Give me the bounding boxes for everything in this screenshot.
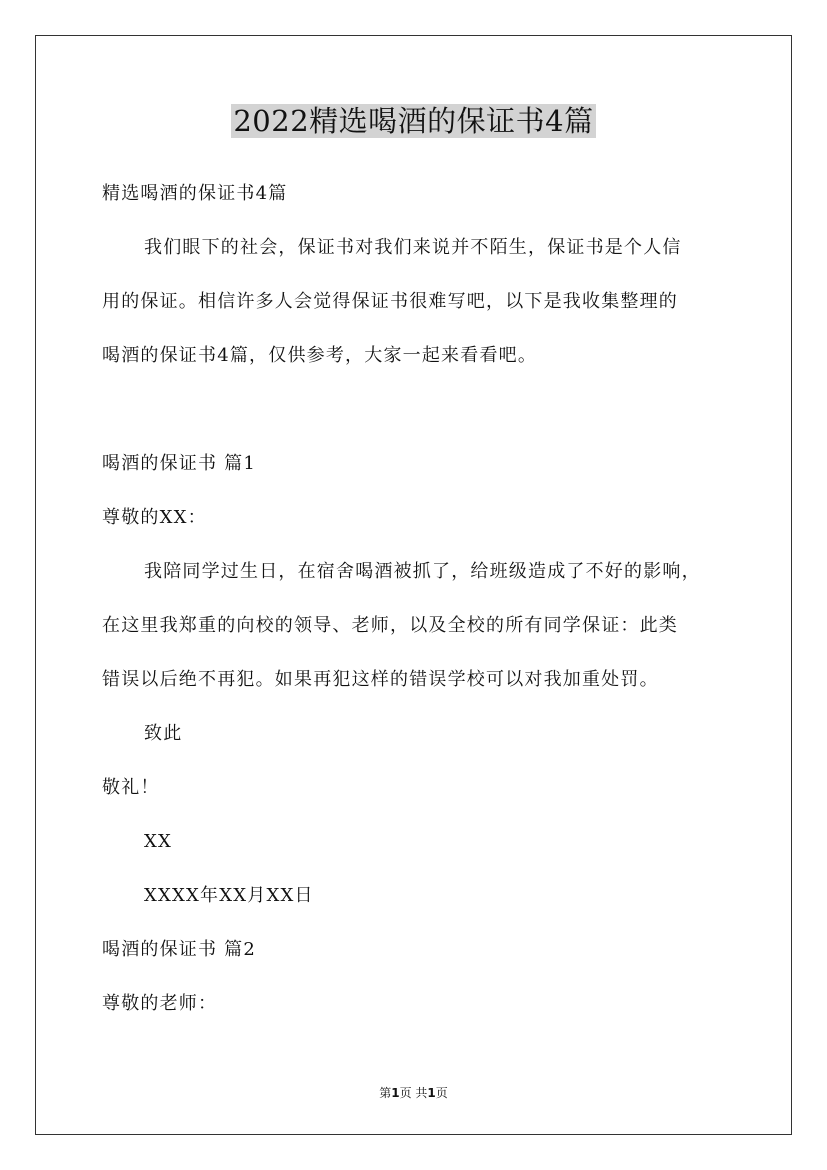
footer-page-mid: 页 共 <box>399 1086 428 1100</box>
intro-line-1: 我们眼下的社会，保证书对我们来说并不陌生，保证书是个人信 <box>144 237 682 258</box>
intro-line-2: 用的保证。相信许多人会觉得保证书很难写吧，以下是我收集整理的 <box>102 291 678 312</box>
section1-body-line-3: 错误以后绝不再犯。如果再犯这样的错误学校可以对我加重处罚。 <box>102 669 659 690</box>
page-footer <box>0 1084 827 1101</box>
section1-heading: 喝酒的保证书 篇1 <box>102 453 256 474</box>
section1-body-line-2: 在这里我郑重的向校的领导、老师，以及全校的所有同学保证：此类 <box>102 615 678 636</box>
subtitle: 精选喝酒的保证书4篇 <box>102 183 288 204</box>
section2-heading: 喝酒的保证书 篇2 <box>102 939 256 960</box>
footer-page-number: 1 <box>391 1086 400 1100</box>
section1-body-line-1: 我陪同学过生日，在宿舍喝酒被抓了，给班级造成了不好的影响， <box>144 561 701 582</box>
document-title <box>0 100 827 142</box>
document-title-text: 2022精选喝酒的保证书4篇 <box>233 104 594 138</box>
section1-signature: XX <box>144 831 173 852</box>
document-body <box>102 167 730 1031</box>
section1-closing-2: 敬礼！ <box>102 777 160 798</box>
section1-salutation: 尊敬的XX： <box>102 507 207 528</box>
section2-salutation: 尊敬的老师： <box>102 993 218 1014</box>
footer-page-prefix: 第 <box>379 1086 392 1100</box>
footer-page-suffix: 页 <box>435 1086 448 1100</box>
footer-page-total: 1 <box>427 1086 436 1100</box>
intro-line-3: 喝酒的保证书4篇，仅供参考，大家一起来看看吧。 <box>102 345 538 366</box>
blank-line <box>102 383 730 437</box>
section1-closing-1: 致此 <box>144 723 183 744</box>
section1-date: XXXX年XX月XX日 <box>144 885 314 906</box>
